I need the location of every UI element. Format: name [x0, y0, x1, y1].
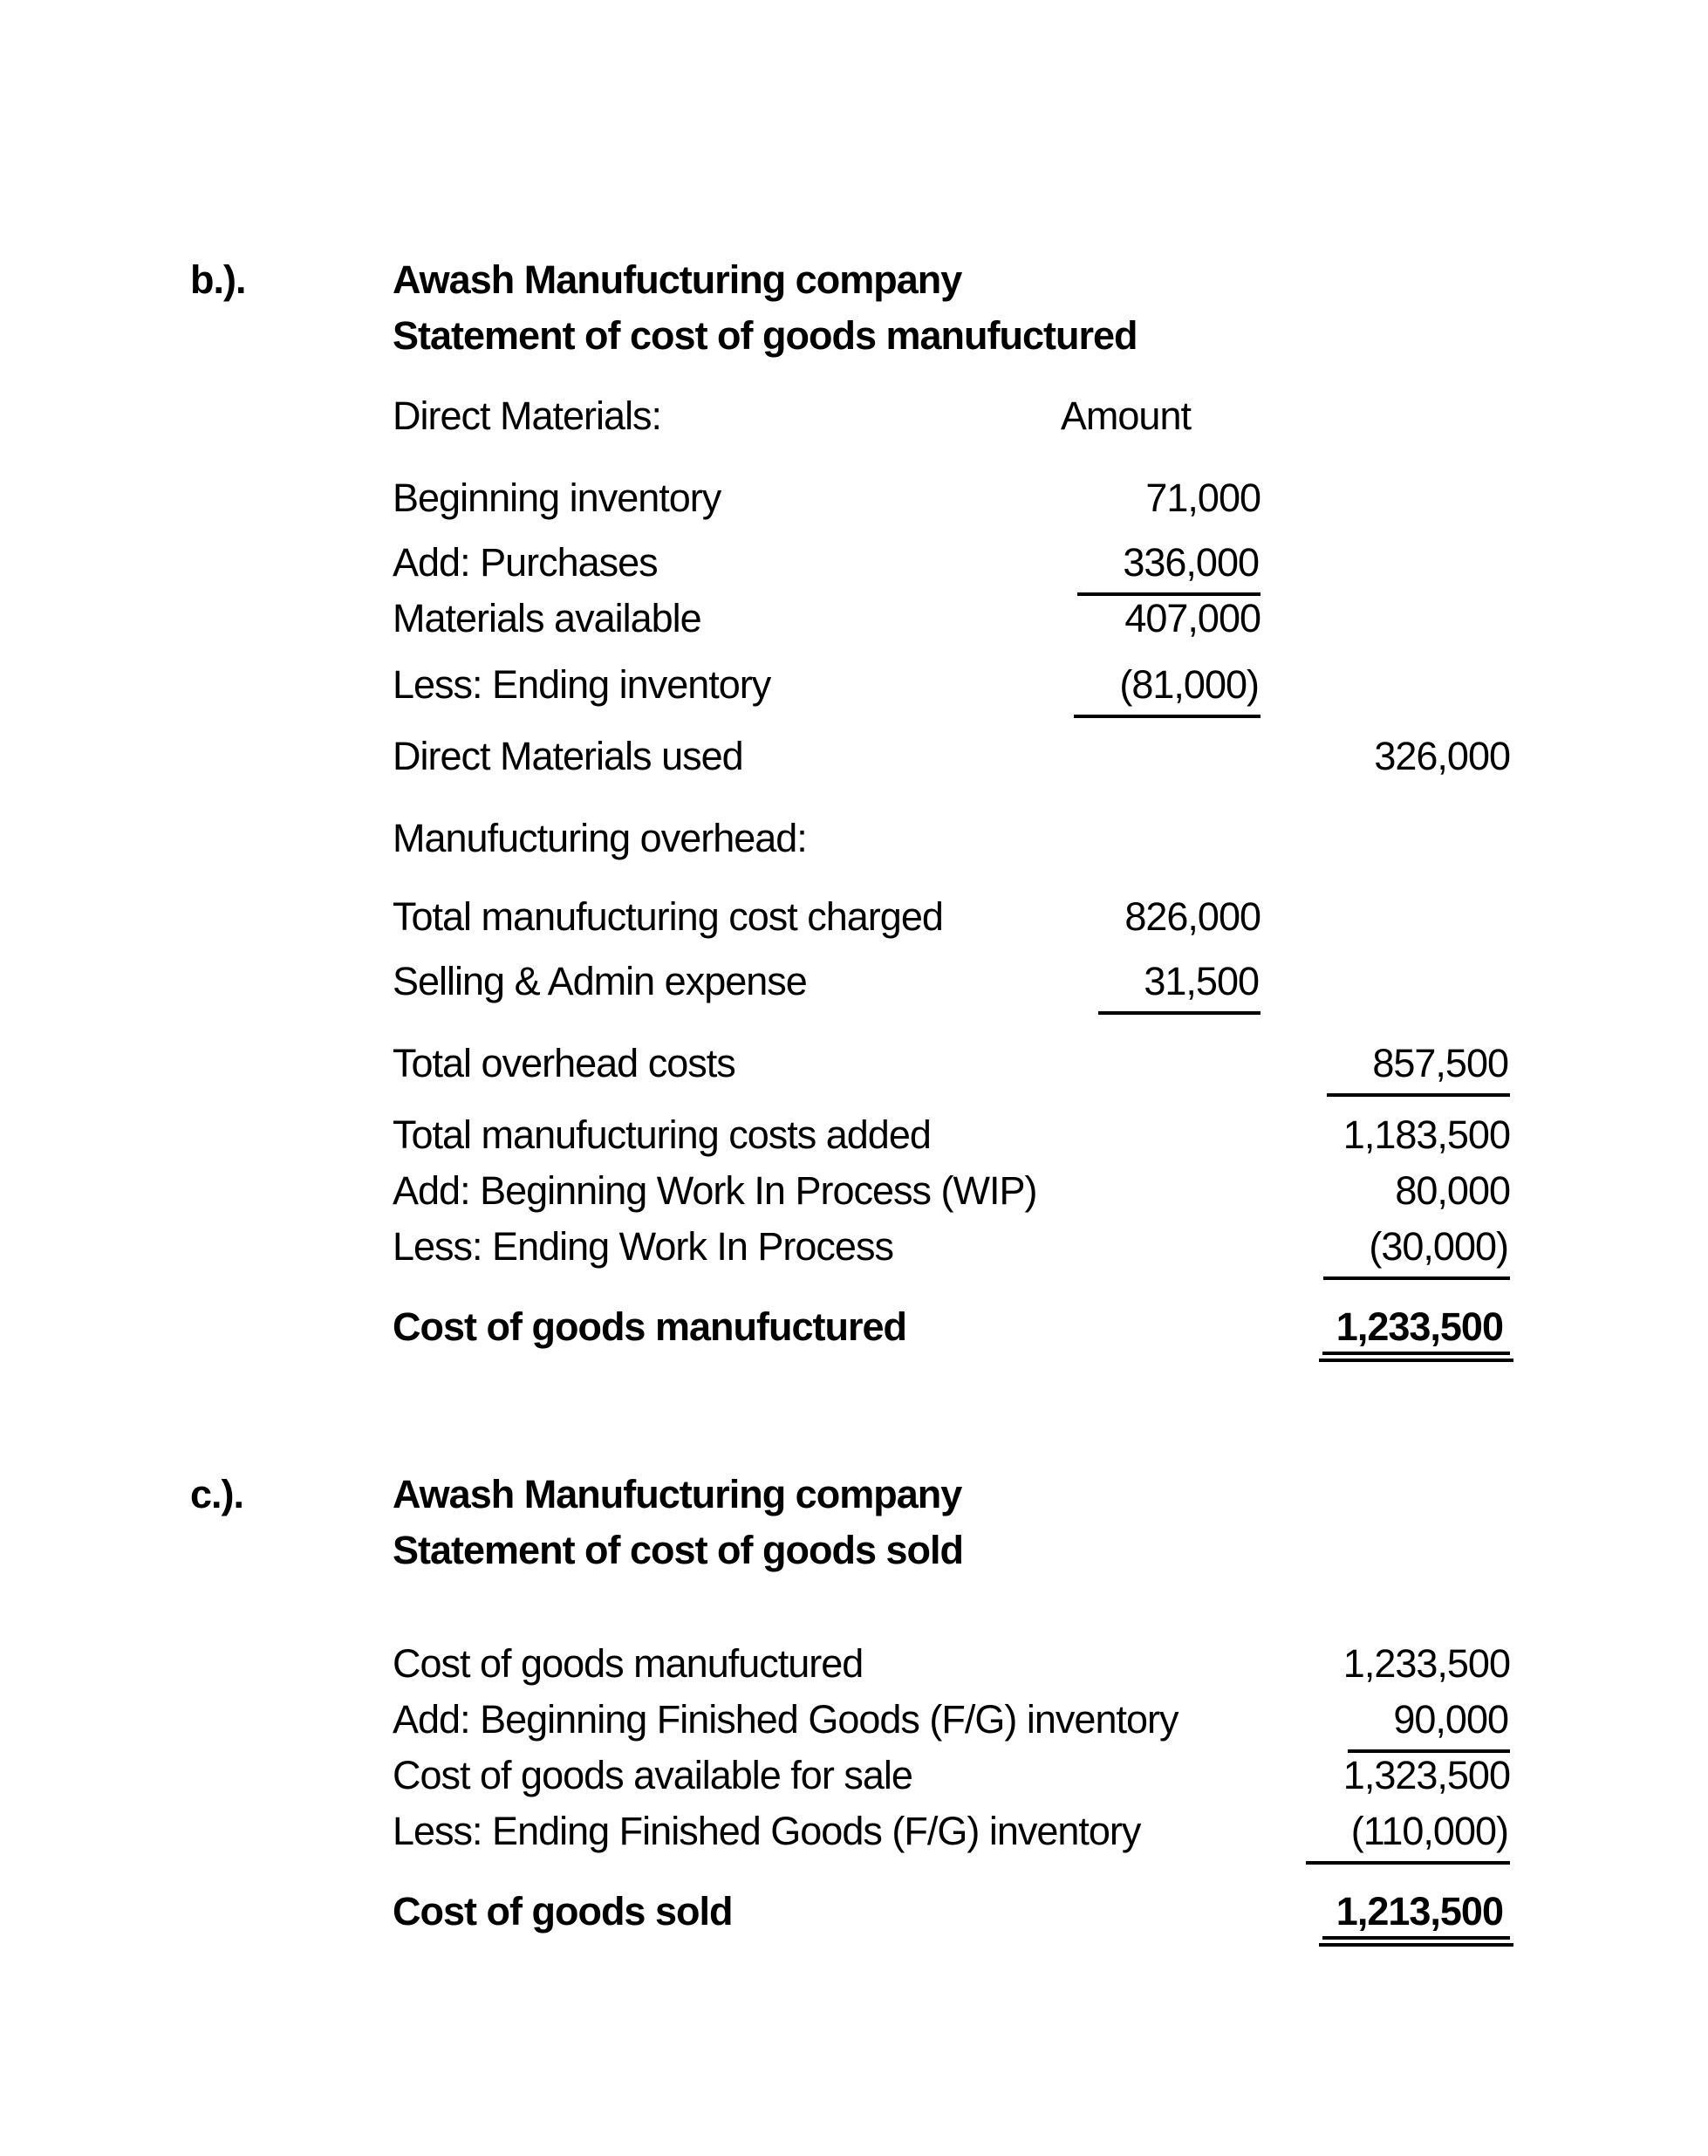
line-manufacturing-overhead-heading: [0, 814, 1708, 870]
company-name-b: Awash Manufucturing company: [393, 257, 962, 302]
line-less-ending-fg-inventory: [0, 1807, 1708, 1863]
company-name-c: Awash Manufucturing company: [393, 1472, 962, 1516]
line-label: Manufucturing overhead:: [393, 816, 807, 860]
line-label: Less: Ending inventory: [393, 662, 771, 707]
double-underline: 1,213,500: [1322, 1889, 1510, 1940]
line-cost-of-goods-manufactured: [0, 1639, 1708, 1695]
line-label: Add: Beginning Finished Goods (F/G) inventory: [393, 1697, 1179, 1742]
total-value: [1327, 1041, 1510, 1086]
total-value: [1348, 1697, 1510, 1742]
statement-b: [0, 256, 1708, 1359]
line-less-ending-inventory: [0, 660, 1708, 716]
direct-materials-heading: Direct Materials:: [393, 394, 662, 438]
column-header-row: [0, 392, 1708, 448]
amount-value: 71,000: [1145, 476, 1261, 520]
line-cost-of-goods-available: [0, 1751, 1708, 1807]
line-beginning-inventory: [0, 474, 1708, 530]
statement-b-header-row-2: [0, 311, 1708, 367]
sum-underline: (30,000): [1323, 1224, 1510, 1280]
line-label: Add: Purchases: [393, 540, 658, 585]
line-label: Less: Ending Work In Process: [393, 1224, 893, 1269]
line-add-beginning-fg-inventory: [0, 1695, 1708, 1751]
amount-value: [1098, 959, 1261, 1004]
total-value: [1323, 1224, 1510, 1270]
line-materials-available: [0, 594, 1708, 650]
total-value: 1,323,500: [1342, 1753, 1510, 1797]
line-label: Total manufucturing cost charged: [393, 894, 943, 939]
line-total-manufacturing-costs-added: [0, 1111, 1708, 1167]
total-value: 1,233,500: [1342, 1641, 1510, 1686]
statement-b-header-row-1: [0, 256, 1708, 311]
line-label: Total manufucturing costs added: [393, 1112, 931, 1157]
statement-c: [0, 1470, 1708, 1943]
line-label: Direct Materials used: [393, 734, 743, 778]
line-label: Materials available: [393, 596, 701, 640]
total-value: 80,000: [1395, 1168, 1510, 1213]
line-cost-of-goods-sold-total: [0, 1887, 1708, 1943]
line-add-purchases: [0, 538, 1708, 594]
line-direct-materials-used: [0, 732, 1708, 788]
line-label: Beginning inventory: [393, 476, 721, 520]
grand-total-value: [1322, 1304, 1510, 1350]
sum-underline: 336,000: [1077, 540, 1261, 596]
section-marker-b: b.).: [190, 257, 246, 302]
line-label: Cost of goods manufuctured: [393, 1304, 906, 1349]
line-total-overhead-costs: [0, 1039, 1708, 1095]
line-label: Add: Beginning Work In Process (WIP): [393, 1168, 1037, 1213]
line-label: Less: Ending Finished Goods (F/G) inventory: [393, 1809, 1141, 1853]
amount-value: [1074, 662, 1261, 708]
total-value: 1,183,500: [1342, 1112, 1510, 1157]
sum-underline: 90,000: [1348, 1697, 1510, 1753]
line-label: Selling & Admin expense: [393, 959, 807, 1003]
line-cost-of-goods-manufactured-total: [0, 1303, 1708, 1359]
line-label: Cost of goods sold: [393, 1889, 733, 1934]
line-selling-admin-expense: [0, 957, 1708, 1013]
line-total-manufacturing-cost-charged: [0, 893, 1708, 948]
total-value: 326,000: [1374, 734, 1510, 778]
amount-column-header: Amount: [1060, 394, 1191, 438]
statement-c-header-row-1: [0, 1470, 1708, 1526]
statement-c-header-row-2: [0, 1526, 1708, 1582]
line-label: Cost of goods available for sale: [393, 1753, 912, 1797]
line-add-beginning-wip: [0, 1167, 1708, 1222]
section-marker-c: c.).: [190, 1472, 244, 1516]
amount-value: 826,000: [1124, 894, 1261, 939]
line-less-ending-wip: [0, 1222, 1708, 1278]
line-label: Total overhead costs: [393, 1041, 735, 1085]
sum-underline: 857,500: [1327, 1041, 1510, 1097]
total-value: [1306, 1809, 1510, 1854]
sum-underline: 31,500: [1098, 959, 1261, 1015]
grand-total-value: [1322, 1889, 1510, 1934]
line-label: Cost of goods manufuctured: [393, 1641, 864, 1686]
amount-value: 407,000: [1124, 596, 1261, 640]
statement-title-c: Statement of cost of goods sold: [393, 1528, 964, 1572]
double-underline: 1,233,500: [1322, 1304, 1510, 1355]
sum-underline: (110,000): [1306, 1809, 1510, 1865]
statement-title-b: Statement of cost of goods manufuctured: [393, 313, 1138, 358]
document-body: [0, 256, 1708, 1943]
amount-value: [1077, 540, 1261, 585]
sum-underline: (81,000): [1074, 662, 1261, 718]
